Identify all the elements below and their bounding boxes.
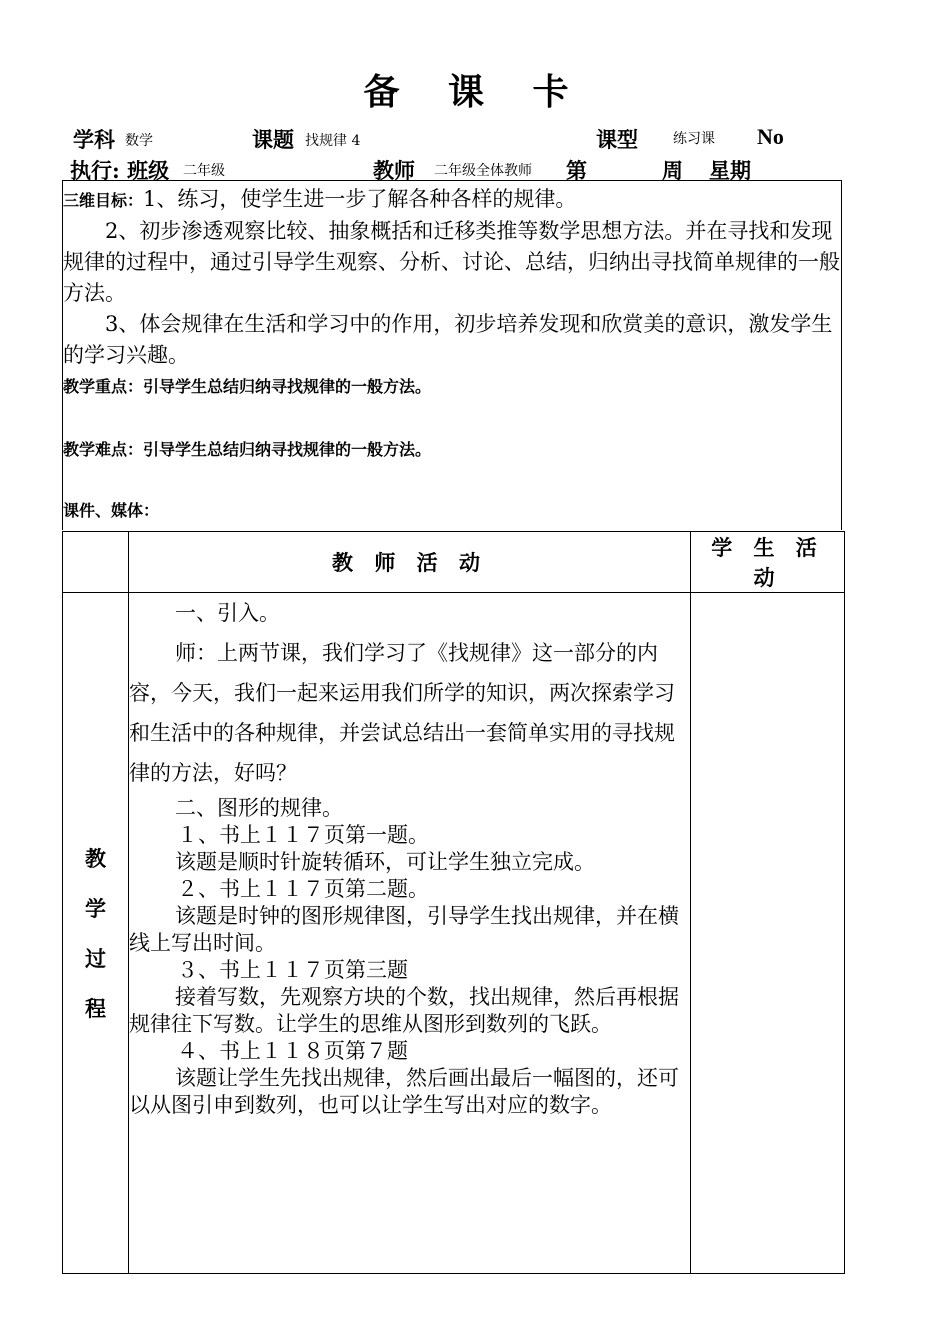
media: 课件、媒体：	[63, 501, 160, 520]
topic-value: 找规律 4	[305, 133, 361, 149]
exercise-2-title: ２、书上１１７页第二题。	[177, 877, 429, 901]
side-char-4: 程	[85, 996, 106, 1021]
step-shape-heading: 二、图形的规律。	[175, 796, 343, 820]
goal-item-1: 1、练习，使学生进一步了解各种各样的规律。	[143, 187, 577, 211]
type-value: 练习课	[673, 131, 715, 147]
teacher-activity-header: 教 师 活 动	[129, 532, 691, 593]
teacher-label: 教师	[373, 158, 415, 183]
exec-label: 执行: 班级	[70, 158, 170, 183]
goals-box	[62, 180, 842, 530]
exercise-1-title: １、书上１１７页第一题。	[177, 823, 429, 847]
side-char-3: 过	[85, 946, 106, 971]
process-table	[62, 531, 845, 1274]
class-value: 二年级	[183, 163, 225, 179]
subject-value: 数学	[125, 133, 153, 149]
weekday-label: 星期	[709, 158, 751, 183]
page-title: 备 课 卡	[363, 71, 587, 113]
subject-label: 学科	[73, 127, 115, 152]
exercise-3-title: ３、书上１１７页第三题	[177, 958, 408, 982]
exercise-4-note: 该题让学生先找出规律，然后画出最后一幅图的，还可以从图引申到数列，也可以让学生写出对应的数字。	[129, 1066, 679, 1117]
goal-item-3: 3、体会规律在生活和学习中的作用，初步培养发现和欣赏美的意识，激发学生的学习兴趣。	[63, 312, 833, 367]
teacher-activity-content	[129, 593, 691, 1274]
exercise-1-note: 该题是顺时针旋转循环，可让学生独立完成。	[175, 850, 595, 874]
side-char-1: 教	[85, 846, 106, 871]
corner-cell	[63, 532, 129, 593]
goal-item-2: 2、初步渗透观察比较、抽象概括和迁移类推等数学思想方法。并在寻找和发现规律的过程中，通过引导学生观察、分析、讨论、总结，归纳出寻找简单规律的一般方法。	[63, 219, 840, 305]
step-intro-text: 师：上两节课，我们学习了《找规律》这一部分的内容，今天，我们一起来运用我们所学的知识，两次探索学习和生活中的各种规律，并尝试总结出一套简单实用的寻找规律的方法，好吗？	[129, 641, 675, 785]
type-label: 课型	[596, 127, 638, 152]
exercise-2-note: 该题是时钟的图形规律图，引导学生找出规律，并在横线上写出时间。	[129, 904, 679, 955]
side-char-2: 学	[85, 896, 106, 921]
exercise-3-note: 接着写数，先观察方块的个数，找出规律，然后再根据规律往下写数。让学生的思维从图形到数列的飞跃。	[129, 985, 679, 1036]
goals-label: 三维目标：	[63, 191, 144, 210]
step-intro-heading: 一、引入。	[175, 601, 280, 625]
goals	[63, 184, 843, 371]
student-activity-header: 学 生 活 动	[691, 532, 845, 593]
student-activity-content	[691, 593, 845, 1274]
no-label: No	[757, 124, 784, 149]
process-side-label	[63, 593, 129, 1274]
week-label: 第	[566, 158, 587, 183]
key-point: 教学重点：引导学生总结归纳寻找规律的一般方法。	[63, 377, 432, 396]
difficulty: 教学难点：引导学生总结归纳寻找规律的一般方法。	[63, 440, 432, 459]
teacher-value: 二年级全体教师	[434, 163, 532, 179]
exercise-4-title: ４、书上１１８页第７题	[177, 1039, 408, 1063]
topic-label: 课题	[252, 127, 294, 152]
week-unit: 周	[662, 158, 683, 183]
